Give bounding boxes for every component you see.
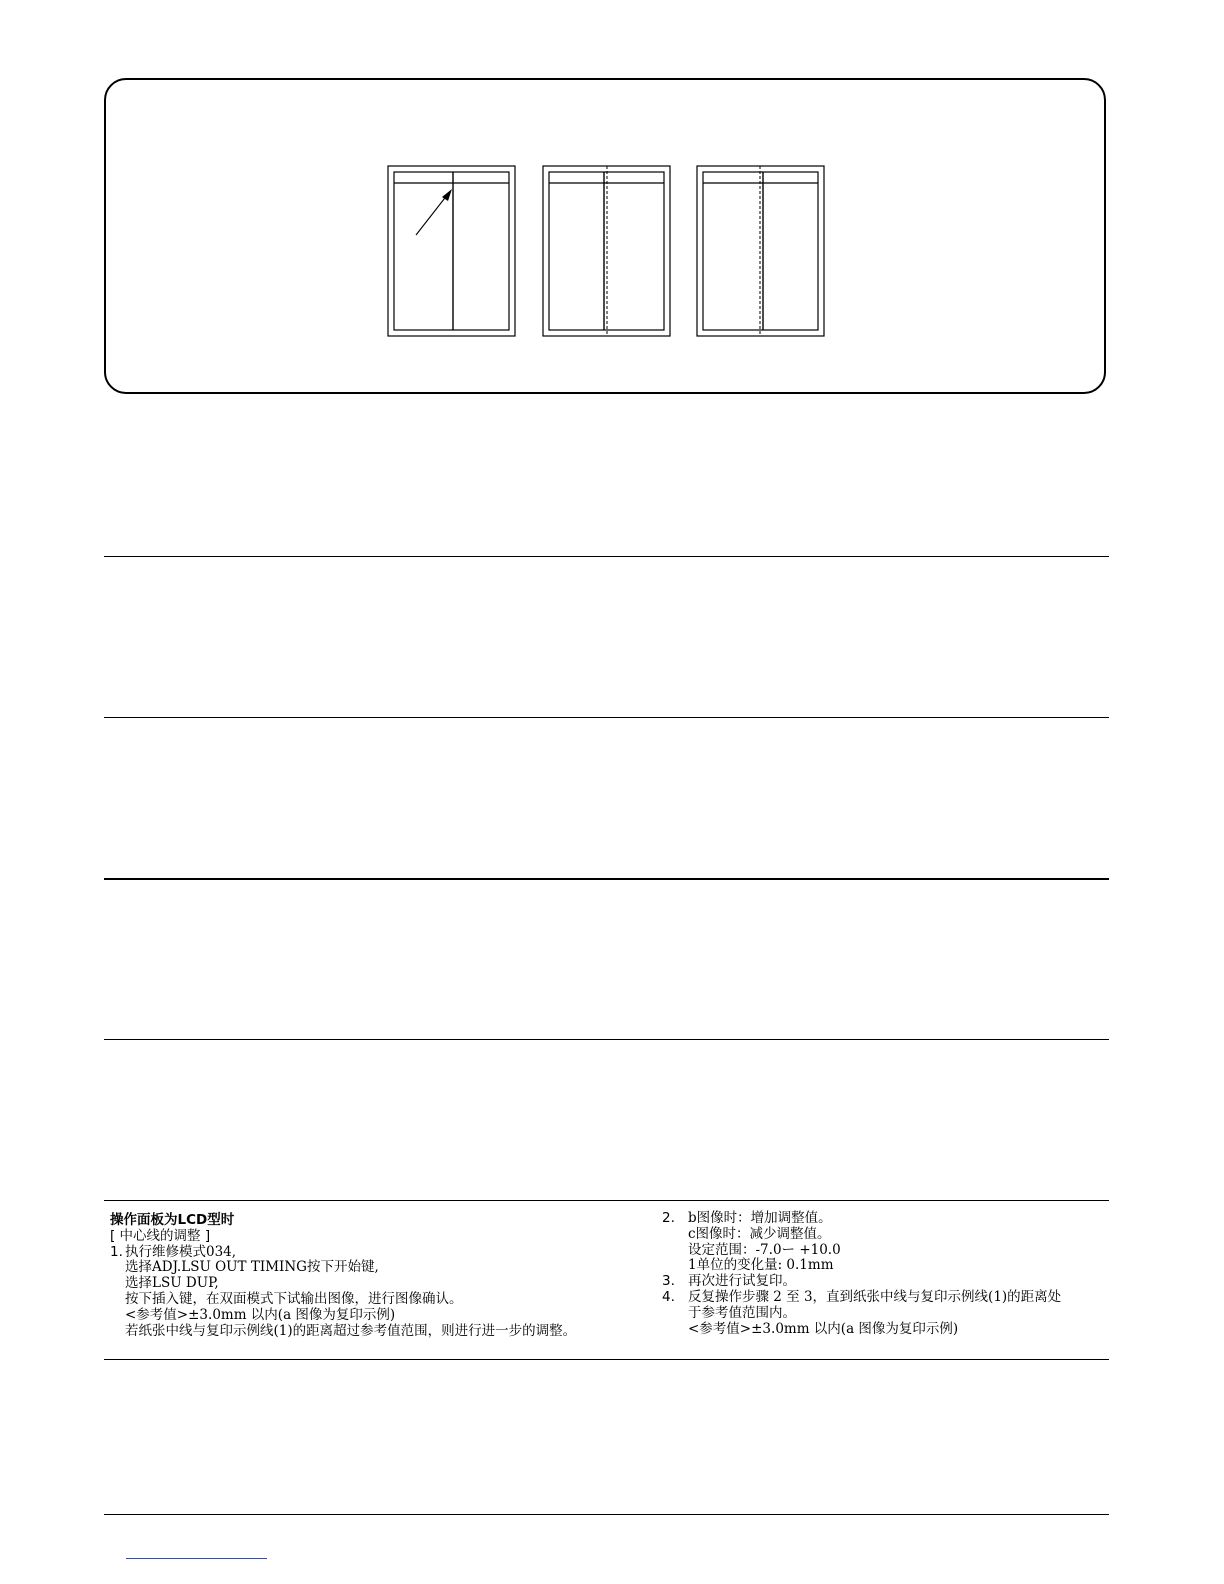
- step-2-number: 2.: [662, 1210, 675, 1226]
- footer-link-underline[interactable]: [126, 1558, 267, 1559]
- step-3-line: 再次进行试复印。: [688, 1273, 796, 1290]
- divider-6: [104, 1359, 1109, 1360]
- divider-7: [104, 1514, 1109, 1515]
- diagram-a: [388, 166, 515, 336]
- divider-4: [104, 1039, 1109, 1040]
- step-1-line: <参考值>±3.0mm 以内(a 图像为复印示例): [125, 1306, 396, 1323]
- step-4-number: 4.: [662, 1288, 675, 1305]
- step-2: [662, 1211, 1107, 1274]
- divider-3: [104, 878, 1109, 880]
- divider-2: [104, 717, 1109, 718]
- step-1-line: 按下插入键，在双面模式下试输出图像，进行图像确认。: [125, 1290, 463, 1307]
- step-2-line: b图像时：增加调整值。: [688, 1210, 832, 1226]
- step-1: [110, 1245, 650, 1340]
- diagram-b: [543, 166, 670, 336]
- step-1-line: 选择ADJ.LSU OUT TIMING按下开始键,: [125, 1259, 379, 1276]
- step-1-line: 若纸张中线与复印示例线(1)的距离超过参考值范围，则进行进一步的调整。: [125, 1322, 577, 1339]
- step-4-line: 于参考值范围内。: [688, 1304, 796, 1321]
- diagram-c: [697, 166, 824, 336]
- step-2-line: 设定范围：-7.0ー +10.0: [688, 1241, 841, 1258]
- step-4-line: <参考值>±3.0mm 以内(a 图像为复印示例): [688, 1320, 959, 1337]
- right-column: [662, 1211, 1107, 1337]
- step-3: [662, 1274, 1107, 1290]
- step-4-line: 反复操作步骤 2 至 3，直到纸张中线与复印示例线(1)的距离处: [688, 1288, 1062, 1305]
- step-2-line: c图像时：减少调整值。: [688, 1225, 831, 1242]
- centerline-diagram: [386, 164, 826, 340]
- step-1-number: 1.: [110, 1243, 123, 1260]
- section-subheading: [ 中心线的调整 ]: [110, 1227, 211, 1244]
- step-1-line: 选择LSU DUP,: [125, 1275, 219, 1292]
- step-3-number: 3.: [662, 1273, 675, 1290]
- divider-1: [104, 556, 1109, 557]
- step-4: [662, 1290, 1107, 1337]
- step-1-line: 执行维修模式034,: [125, 1243, 237, 1260]
- left-column: [110, 1213, 650, 1339]
- step-2-line: 1单位的变化量: 0.1mm: [688, 1257, 834, 1274]
- divider-5: [104, 1200, 1109, 1201]
- section-heading: 操作面板为LCD型时: [110, 1212, 235, 1228]
